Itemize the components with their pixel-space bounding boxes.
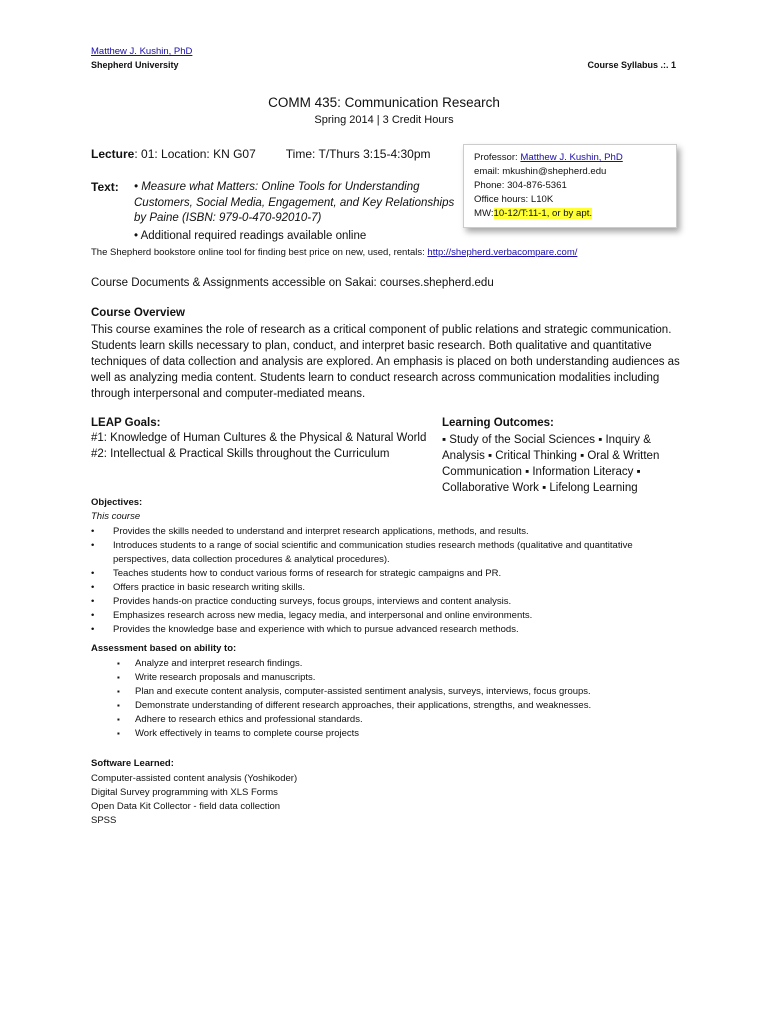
square-bullet-icon: ▪: [117, 701, 120, 710]
list-item: [91, 581, 651, 595]
square-bullet-icon: ▪: [117, 687, 120, 696]
objective-text: Provides hands-on practice conducting surveys, focus groups, interviews and content analysis.: [113, 596, 512, 607]
assessment-text: Demonstrate understanding of different research approaches, their applications, strengths, and weaknesses.: [135, 700, 592, 711]
professor-office: Office hours: L10K: [474, 194, 554, 205]
list-item: [91, 525, 651, 539]
objective-text: Provides the skills needed to understand and interpret research applications, methods, and results.: [113, 526, 529, 537]
bullet-icon: •: [91, 596, 95, 607]
square-bullet-icon: ▪: [117, 729, 120, 738]
bullet-icon: •: [91, 526, 95, 537]
professor-box: [463, 144, 677, 228]
office-hours-label: MW:: [474, 208, 494, 219]
bookstore-text: The Shepherd bookstore online tool for finding best price on new, used, rentals:: [91, 247, 428, 258]
software-heading: Software Learned:: [91, 758, 174, 769]
overview-heading: Course Overview: [91, 307, 185, 319]
assessment-list: [91, 657, 671, 741]
leap-goal-1: #1: Knowledge of Human Cultures & the Physical & Natural World: [91, 432, 427, 444]
additional-readings: • Additional required readings available online: [134, 230, 367, 242]
assessment-text: Work effectively in teams to complete course projects: [135, 728, 360, 739]
professor-label: Professor:: [474, 152, 521, 163]
assessment-text: Write research proposals and manuscripts.: [135, 672, 316, 683]
outcomes-body: ▪ Study of the Social Sciences ▪ Inquiry & Analysis ▪ Critical Thinking ▪ Oral & Written Communication ▪ Information Literacy ▪ Collaborative Work ▪ Lifelong Learning: [442, 434, 660, 494]
objectives-heading: Objectives:: [91, 497, 143, 508]
bullet-icon: •: [91, 610, 95, 621]
square-bullet-icon: ▪: [117, 673, 120, 682]
bullet-icon: •: [91, 540, 95, 551]
bullet-icon: •: [91, 624, 95, 635]
bookstore-line: [91, 247, 577, 258]
textbook-entry: • Measure what Matters: Online Tools for Understanding Customers, Social Media, Engagement, and Key Relationships by Paine (ISBN: 979-0-470-92010-7): [134, 181, 455, 224]
text-label: Text:: [91, 180, 119, 194]
course-subtitle: Spring 2014 | 3 Credit Hours: [314, 114, 454, 126]
list-item: Digital Survey programming with XLS Forms: [91, 787, 278, 798]
sakai-note: Course Documents & Assignments accessible on Sakai: courses.shepherd.edu: [91, 277, 494, 289]
list-item: [91, 671, 671, 685]
list-item: [91, 713, 671, 727]
objective-text: Emphasizes research across new media, legacy media, and interpersonal and online environments.: [113, 610, 533, 621]
author-link[interactable]: Matthew J. Kushin, PhD: [91, 46, 193, 57]
objectives-sub: This course: [91, 511, 141, 522]
assessment-text: Adhere to research ethics and professional standards.: [135, 714, 363, 725]
list-item: [91, 685, 671, 699]
list-item: Open Data Kit Collector - field data collection: [91, 801, 281, 812]
leap-goal-2: #2: Intellectual & Practical Skills throughout the Curriculum: [91, 448, 390, 460]
square-bullet-icon: ▪: [117, 659, 120, 668]
assessment-heading: Assessment based on ability to:: [91, 643, 237, 654]
university-name: Shepherd University: [91, 60, 179, 70]
objective-text: Introduces students to a range of social scientific and communication studies research methods (qualitative and quantitative perspectives, data collection procedures & analytical procedures).: [113, 540, 633, 565]
list-item: [91, 609, 651, 623]
leap-heading: LEAP Goals:: [91, 417, 161, 429]
professor-email: email: mkushin@shepherd.edu: [474, 166, 607, 177]
course-title: COMM 435: Communication Research: [268, 95, 500, 110]
office-hours-highlight: 10-12/T:11-1, or by apt.: [493, 208, 593, 219]
list-item: [91, 623, 651, 637]
objective-text: Provides the knowledge base and experience with which to pursue advanced research methods.: [113, 624, 519, 635]
lecture-info: [91, 147, 431, 161]
bullet-icon: •: [91, 568, 95, 579]
list-item: [91, 595, 651, 609]
bookstore-link[interactable]: http://shepherd.verbacompare.com/: [427, 247, 578, 258]
objective-text: Offers practice in basic research writing skills.: [113, 582, 305, 593]
professor-phone: Phone: 304-876-5361: [474, 180, 567, 191]
overview-body: This course examines the role of research as a critical component of public relations and strategic communication. Students learn skills necessary to plan, conduct, and interpret basic research. Both qualitative and quantitative techniques of data collection and analysis are explored. An emphasis is placed on both understanding audiences as well as analyzing media content. Students learn to conduct research across communication modalities including through interpersonal and computer-mediated means.: [91, 324, 680, 400]
bullet-icon: •: [91, 582, 95, 593]
list-item: [91, 539, 651, 567]
assessment-text: Analyze and interpret research findings.: [135, 658, 303, 669]
list-item: [91, 727, 671, 741]
list-item: SPSS: [91, 815, 117, 826]
objective-text: Teaches students how to conduct various forms of research for strategic campaigns and PR.: [113, 568, 502, 579]
list-item: Computer-assisted content analysis (Yoshikoder): [91, 773, 298, 784]
list-item: [91, 699, 671, 713]
assessment-text: Plan and execute content analysis, computer-assisted sentiment analysis, surveys, interviews, focus groups.: [135, 686, 591, 697]
outcomes-heading: Learning Outcomes:: [442, 417, 554, 429]
page-header-right: Course Syllabus .:. 1: [587, 60, 676, 70]
software-list: [91, 772, 297, 828]
list-item: [91, 567, 651, 581]
square-bullet-icon: ▪: [117, 715, 120, 724]
lecture-label: Lecture: [91, 147, 135, 161]
lecture-time: Time: T/Thurs 3:15-4:30pm: [285, 147, 431, 161]
objectives-list: [91, 525, 651, 637]
list-item: [91, 657, 671, 671]
lecture-section: : 01: Location: KN G07: [134, 147, 256, 161]
professor-name-link[interactable]: Matthew J. Kushin, PhD: [520, 152, 623, 163]
